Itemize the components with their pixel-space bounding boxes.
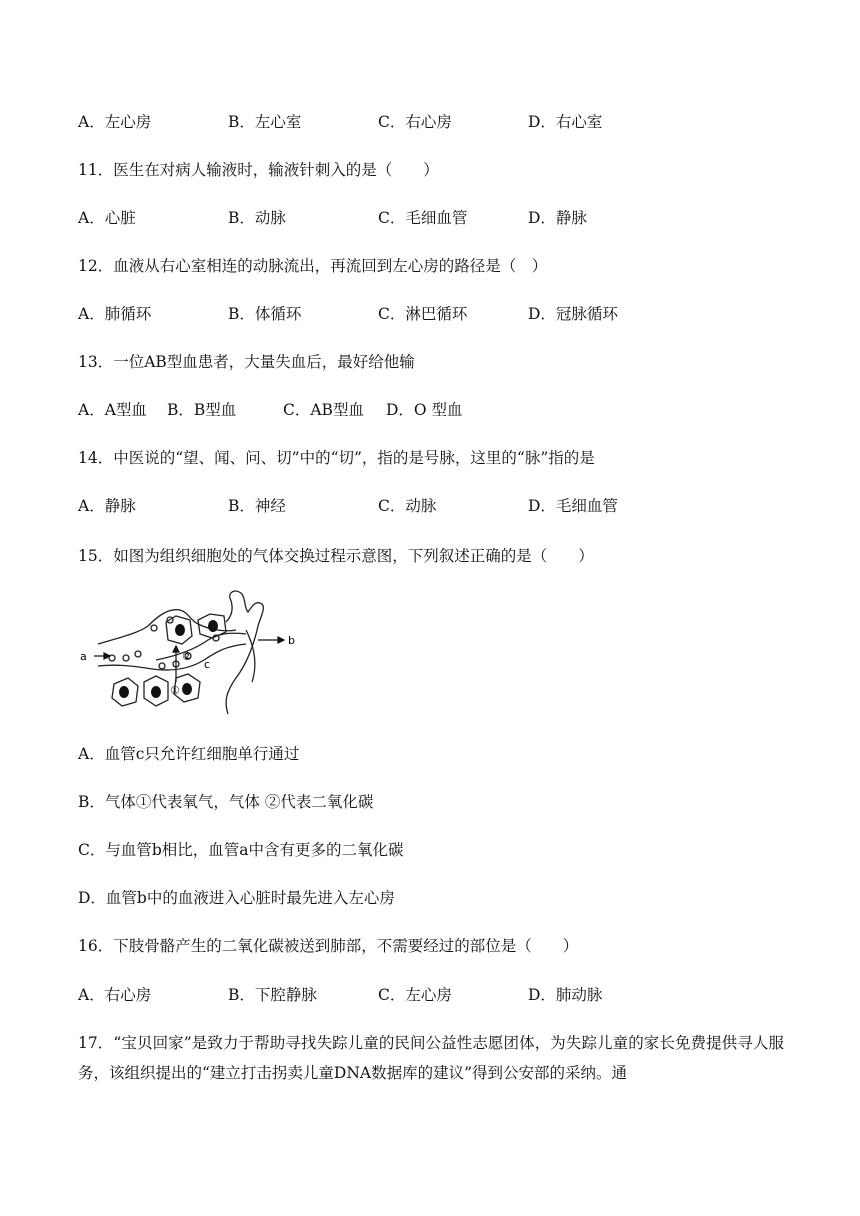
q16-stem: 16．下肢骨骼产生的二氧化碳被送到肺部，不需要经过的部位是（ ） [78, 937, 579, 955]
q16-option-c: C．左心房 [378, 986, 452, 1004]
q10-option-d: D．右心室 [528, 113, 603, 131]
q11-option-b: B．动脉 [228, 209, 286, 227]
label-a: a [80, 650, 87, 663]
q11-option-d: D．静脉 [528, 209, 587, 227]
q15-option-a: A．血管c只允许红细胞单行通过 [78, 745, 300, 763]
label-b: b [288, 634, 295, 647]
q14-stem: 14．中医说的“望、闻、问、切”中的“切”，指的是号脉，这里的“脉”指的是 [78, 449, 595, 467]
q15-option-c: C．与血管b相比，血管a中含有更多的二氧化碳 [78, 841, 404, 859]
q13-option-c: C．AB型血 [283, 401, 364, 419]
q16-option-d: D．肺动脉 [528, 986, 603, 1004]
tissue-inner-line [246, 630, 255, 682]
q15-option-d: D．血管b中的血液进入心脏时最先进入左心房 [78, 889, 395, 907]
q12-option-c: C．淋巴循环 [378, 305, 468, 323]
gas-exchange-figure [76, 586, 306, 718]
q12-option-b: B．体循环 [228, 305, 302, 323]
q14-option-d: D．毛细血管 [528, 497, 618, 515]
q13-option-a: A．A型血 [78, 401, 147, 419]
q12-stem: 12．血液从右心室相连的动脉流出，再流回到左心房的路径是（ ） [78, 257, 548, 275]
q16-option-b: B．下腔静脉 [228, 986, 317, 1004]
label-c: c [204, 658, 211, 671]
q15-option-b: B．气体①代表氧气，气体 ②代表二氧化碳 [78, 793, 374, 811]
label-1: ① [170, 684, 180, 697]
q11-stem: 11．医生在对病人输液时，输液针刺入的是（ ） [78, 161, 439, 179]
q13-stem: 13．一位AB型血患者，大量失血后，最好给他输 [78, 353, 415, 371]
tissue-outline [226, 591, 263, 714]
label-2: ② [182, 650, 192, 663]
q14-option-c: C．动脉 [378, 497, 437, 515]
q12-option-d: D．冠脉循环 [528, 305, 618, 323]
q10-option-b: B．左心室 [228, 113, 302, 131]
q14-option-b: B．神经 [228, 497, 286, 515]
q17-stem: 17．“宝贝回家”是致力于帮助寻找失踪儿童的民间公益性志愿团体，为失踪儿童的家长免费提供寻人服务，该组织提出的“建立打击拐卖儿童DNA数据库的建议”得到公安部的采纳。通 [78, 1034, 784, 1082]
q13-option-b: B．B型血 [167, 401, 237, 419]
q11-option-c: C．毛细血管 [378, 209, 468, 227]
q10-option-c: C．右心房 [378, 113, 452, 131]
q16-option-a: A．右心房 [78, 986, 152, 1004]
q10-option-a: A．左心房 [78, 113, 152, 131]
q15-stem: 15．如图为组织细胞处的气体交换过程示意图，下列叙述正确的是（ ） [78, 547, 594, 565]
q13-option-d: D．O 型血 [386, 401, 463, 419]
q14-option-a: A．静脉 [78, 497, 136, 515]
q12-option-a: A．肺循环 [78, 305, 152, 323]
vessel-wall-lower [98, 644, 246, 670]
q11-option-a: A．心脏 [78, 209, 136, 227]
